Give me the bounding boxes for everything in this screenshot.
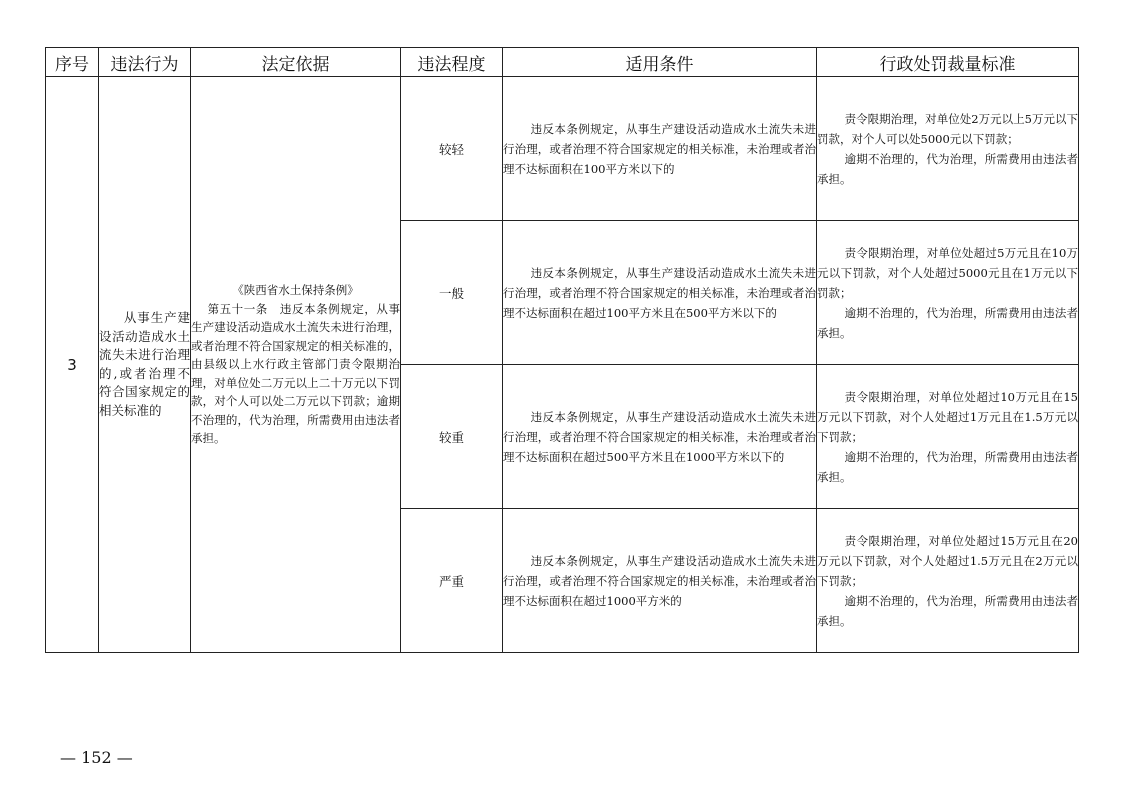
penalty-text: 责令限期治理，对单位处2万元以上5万元以下罚款，对个人可以处5000元以下罚款； [817,111,1078,146]
condition-cell: 违反本条例规定，从事生产建设活动造成水土流失未进行治理，或者治理不符合国家规定的相关标准，未治理或者治理不达标面积在超过1000平方米的 [503,509,817,653]
legal-basis-cell [191,77,401,653]
overdue-text: 逾期不治理的，代为治理，所需费用由违法者承担。 [817,449,1078,484]
penalty-standard-table [45,47,1079,653]
penalty-cell [817,77,1079,221]
page-number: — 152 — [60,748,133,767]
table-row [46,77,1079,221]
level-cell: 较重 [401,365,503,509]
overdue-text: 逾期不治理的，代为治理，所需费用由违法者承担。 [817,151,1078,186]
legal-basis-text: 第五十一条 违反本条例规定，从事生产建设活动造成水土流失未进行治理，或者治理不符合国家规定的相关标准的，由县级以上水行政主管部门责令限期治理，对单位处二万元以上二十万元以下罚款，对个人可以处二万元以下罚款；逾期不治理的，代为治理，所需费用由违法者承担。 [191,301,400,446]
overdue-text: 逾期不治理的，代为治理，所需费用由违法者承担。 [817,305,1078,340]
header-level: 违法程度 [401,48,503,77]
level-cell: 一般 [401,221,503,365]
level-cell: 严重 [401,509,503,653]
header-condition: 适用条件 [503,48,817,77]
header-standard: 行政处罚裁量标准 [817,48,1079,77]
penalty-text: 责令限期治理，对单位处超过5万元且在10万元以下罚款，对个人处超过5000元且在1万元以下罚款； [817,245,1078,300]
header-basis: 法定依据 [191,48,401,77]
header-row [46,48,1079,77]
penalty-text: 责令限期治理，对单位处超过15万元且在20万元以下罚款，对个人处超过1.5万元且在2万元以下罚款； [817,533,1078,588]
overdue-text: 逾期不治理的，代为治理，所需费用由违法者承担。 [817,593,1078,628]
level-cell: 较轻 [401,77,503,221]
legal-basis-title: 《陕西省水土保持条例》 [232,283,359,298]
row-number: 3 [46,77,99,653]
penalty-cell [817,509,1079,653]
penalty-text: 责令限期治理，对单位处超过10万元且在15万元以下罚款，对个人处超过1万元且在1.5万元以下罚款； [817,389,1078,444]
condition-cell: 违反本条例规定，从事生产建设活动造成水土流失未进行治理，或者治理不符合国家规定的相关标准，未治理或者治理不达标面积在超过100平方米且在500平方米以下的 [503,221,817,365]
condition-cell: 违反本条例规定，从事生产建设活动造成水土流失未进行治理，或者治理不符合国家规定的相关标准，未治理或者治理不达标面积在100平方米以下的 [503,77,817,221]
penalty-cell [817,365,1079,509]
penalty-cell [817,221,1079,365]
condition-cell: 违反本条例规定，从事生产建设活动造成水土流失未进行治理，或者治理不符合国家规定的相关标准，未治理或者治理不达标面积在超过500平方米且在1000平方米以下的 [503,365,817,509]
header-act: 违法行为 [99,48,191,77]
violation-act-text: 从事生产建设活动造成水土流失未进行治理的,或者治理不符合国家规定的相关标准的 [99,310,190,418]
violation-act-cell [99,77,191,653]
header-no: 序号 [46,48,99,77]
